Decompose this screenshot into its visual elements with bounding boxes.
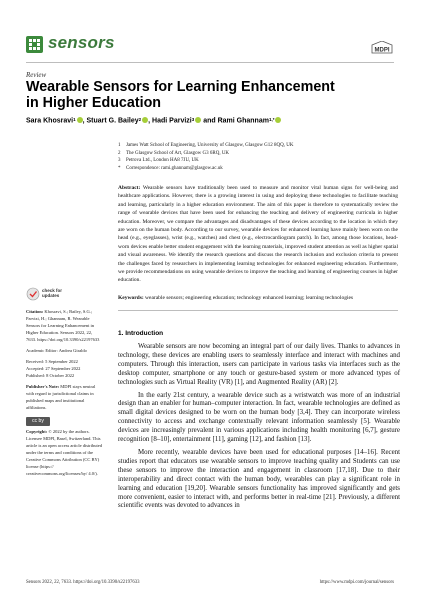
header-divider xyxy=(26,62,394,63)
footer-citation[interactable]: Sensors 2022, 22, 7633. https://doi.org/10.3390/s22197633 xyxy=(26,580,140,585)
copyright: Copyright: © 2022 by the authors. Licensee MDPI, Basel, Switzerland. This article is an open access article distributed under the terms and conditions of the Creative Commons Attribution (CC BY) license (https:// creativecommons.org/licenses/by/ 4.0/). xyxy=(26,429,102,476)
check-for-updates-badge[interactable] xyxy=(26,283,66,307)
article-title: Wearable Sensors for Learning Enhancement in Higher Education xyxy=(26,79,335,111)
check-for-updates-label: check for updates xyxy=(42,288,63,298)
affiliation-marker: 2 xyxy=(138,117,142,122)
mdpi-logo-text: MDPI xyxy=(374,47,390,54)
check-for-updates-icon xyxy=(26,287,40,301)
affiliation-item: 3 Petrova Ltd., London HA8 7JU, UK xyxy=(118,158,199,164)
affiliation-item: 1 James Watt School of Engineering, University of Glasgow, Glasgow G12 8QQ, UK xyxy=(118,143,294,148)
academic-editor: Academic Editor: Andrea Giraldo xyxy=(26,348,87,353)
orcid-icon[interactable] xyxy=(275,117,281,123)
affiliation-marker: 1,* xyxy=(268,117,275,122)
paragraph: In the early 21st century, a wearable device such as a wristwatch was more of an industrial design than an enabler for human–computer interaction. In fact, wearable technologies are defined as small digital devices designed to be worn on the human body [3,4]. They can incorporate wireless connectivity to access and exchange contextually relevant information seamlessly [5]. Wearable devices are increasingly prevalent in various applications including health monitoring [6,7], gesture recognition [8–10], entertainment [11], gaming [12], and fashion [13]. xyxy=(118,391,400,444)
keywords-divider xyxy=(118,310,398,311)
article-info-sidebar xyxy=(26,308,102,481)
orcid-icon[interactable] xyxy=(195,117,201,123)
article-type: Review xyxy=(26,71,47,79)
dates xyxy=(26,358,102,379)
paragraph: Wearable sensors are now becoming an integral part of our daily lives. Thanks to advances in technology, these devices are enabling users to seamlessly interface and interact with machines and computers. Through this interaction, users can participate in various tasks via interfaces such as the desktop computer, smartphone or any touch or gesture-based system or more advanced types of technologies such as Virtual Reality (VR) [1], and Augmented Reality (AR) [2]. xyxy=(118,343,400,386)
paragraph: More recently, wearable devices have been used for educational purposes [14–16]. Recent studies report that educators use wearable sensors to improve teaching quality and Students can use these sensors to improve the interaction and engagement in classroom [17,18]. Due to their interoperability and direct contact with the human body, wearables can play a significant role in learning and education [19,20]. Wearable sensors functionality has improved significantly and gets more convenient, easier to interact with, and performs better in real-time [21]. Previously, a different scientific events was devoted to advances in xyxy=(118,448,400,510)
author-name[interactable]: Rami Ghannam xyxy=(217,117,269,125)
abstract xyxy=(118,184,398,285)
keywords-text: wearable sensors; engineering education; technology enhanced learning; learning technologies xyxy=(145,295,354,301)
author-name[interactable]: Hadi Parvizi xyxy=(152,117,192,125)
citation: Citation: Khosravi, S.; Bailey, S.G.; Parvizi, H.; Ghannam, R. Wearable Sensors for Learning Enhancement in Higher Education. Sensors 2022, 22, 7633. https://doi.org/10.3390/s22197633 xyxy=(26,309,100,342)
keywords xyxy=(118,294,398,302)
journal-name[interactable]: sensors xyxy=(48,33,115,52)
author-name[interactable]: Sara Khosravi xyxy=(26,117,74,125)
author-name[interactable]: Stuart G. Bailey xyxy=(86,117,139,125)
abstract-label: Abstract: xyxy=(118,185,141,191)
footer-journal-link[interactable]: https://www.mdpi.com/journal/sensors xyxy=(319,580,394,585)
abstract-text: Wearable sensors have traditionally been used to measure and monitor vital human signs for well-being and healthcare applications. However, there is a growing interest in using and deploying these technologies to facilitate teaching and learning, particularly in a higher education environment. The aim of this paper is therefore to systematically review the range of wearable devices that have been used for enhancing the teaching and delivery of engineering curricula in higher education. Moreover, we compare the advantages and disadvantages of these devices according to the location in which they are worn on the human body. According to our survey, wearable devices for enhanced learning have mainly been worn on the head (e.g., eyeglasses), wrist (e.g., watches) and chest (e.g., electrocardiogram patch). In fact, among those locations, head-worn devices enable better student engagement with the learning materials, improved student attention as well as higher spatial and visual awareness. We identify the research questions and discuss the research inclusion and exclusion criteria to present the challenges faced by researchers in implementing learning technologies for enhanced engineering education. Furthermore, we provide recommendations on using wearable devices to improve the teaching and learning of engineering courses in higher education. xyxy=(118,185,399,284)
keywords-label: Keywords: xyxy=(118,295,144,301)
orcid-icon[interactable] xyxy=(142,117,148,123)
mdpi-logo-icon[interactable] xyxy=(370,41,394,55)
page-footer xyxy=(26,580,394,585)
accepted-date: Accepted: 27 September 2022 xyxy=(26,366,81,371)
affiliations xyxy=(118,142,294,172)
published-date: Published: 8 October 2022 xyxy=(26,373,75,378)
cc-by-license-icon[interactable]: cc by xyxy=(26,417,50,426)
affiliation-marker: 1 xyxy=(73,117,76,122)
journal-logo-icon xyxy=(26,36,43,53)
introduction-body xyxy=(118,343,400,515)
affiliation-marker: 3 xyxy=(191,117,195,122)
orcid-icon[interactable] xyxy=(77,117,83,123)
publisher-note: Publisher's Note: MDPI stays neutral with regard to jurisdictional claims in published maps and institutional affiliations. xyxy=(26,384,96,410)
section-heading: 1. Introduction xyxy=(118,330,164,337)
author-list: Sara Khosravi$^1$ , Stuart G. Bailey$^2$ , Hadi Parvizi$^3$ and Rami Ghannam$^{1,*}$ xyxy=(26,117,281,125)
affiliation-item: 2 The Glasgow School of Art, Glasgow G3 6RQ, UK xyxy=(118,150,230,156)
received-date: Received: 5 September 2022 xyxy=(26,359,78,364)
correspondence[interactable]: * Correspondence: rami.ghannam@glasgow.ac.uk xyxy=(118,165,223,171)
